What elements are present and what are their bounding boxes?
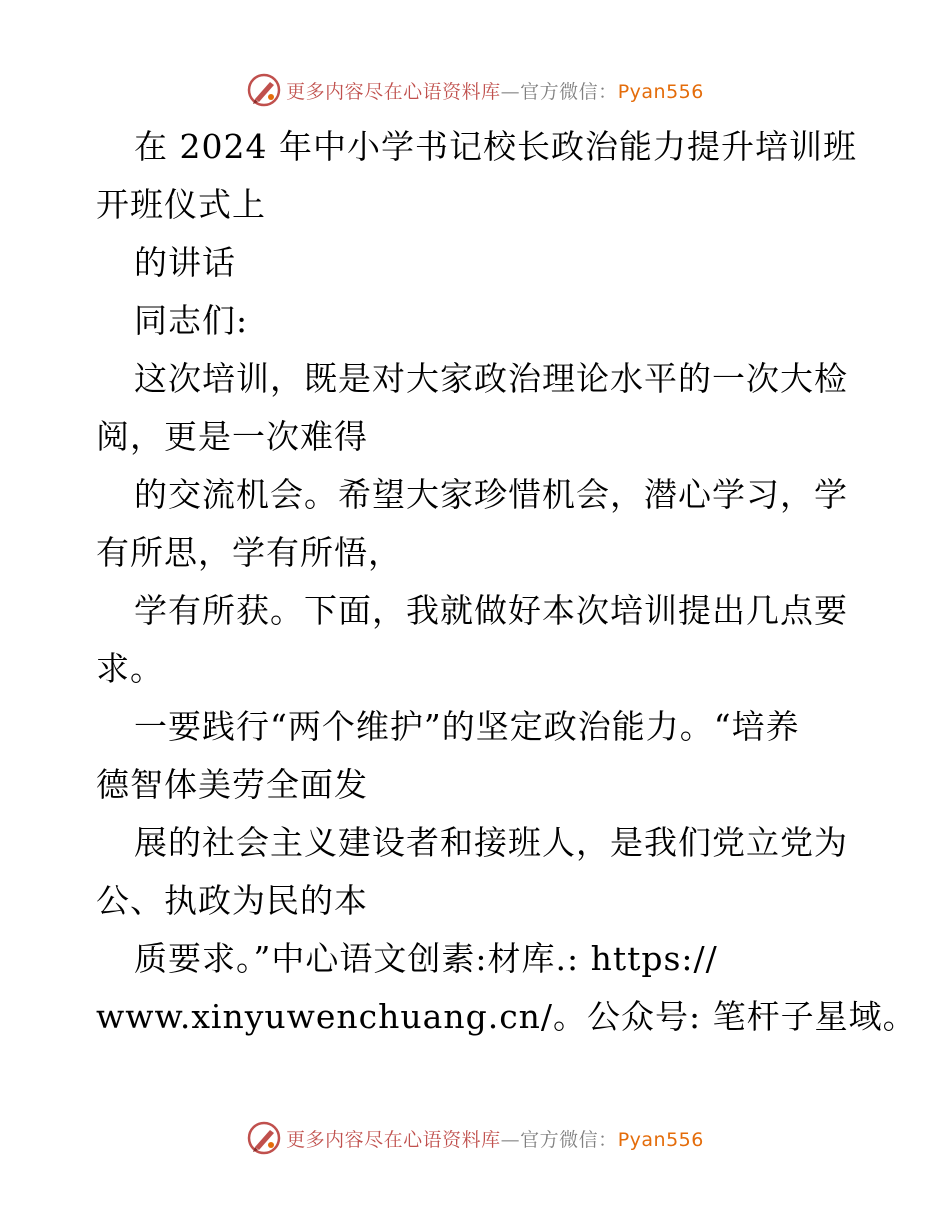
title-line-1: 在 2024 年中小学书记校长政治能力提升培训班: [134, 127, 857, 166]
salutation: 同志们:: [134, 301, 249, 340]
paragraph-line: 有所思，学有所悟，: [96, 533, 402, 572]
title-line-3: 的讲话: [134, 243, 236, 282]
paragraph-line: 的交流机会。希望大家珍惜机会，潜心学习，学: [134, 475, 848, 514]
header-banner: [0, 70, 950, 110]
paragraph-line: 这次培训，既是对大家政治理论水平的一次大检: [134, 359, 848, 398]
footer-banner-text: [286, 1125, 704, 1152]
header-banner-text: [286, 77, 704, 104]
header-separator: —: [500, 80, 521, 103]
header-wechat-label: 官方微信：: [520, 80, 618, 103]
footer-wechat-id: Pyan556: [617, 1128, 704, 1151]
pen-logo-icon: [246, 72, 282, 108]
footer-wechat-label: 官方微信：: [520, 1128, 618, 1151]
paragraph-line: 一要践行“两个维护”的坚定政治能力。“培养: [134, 707, 800, 746]
title-line-2: 开班仪式上: [96, 185, 266, 224]
header-wechat-id: Pyan556: [617, 80, 704, 103]
paragraph-line: 学有所获。下面，我就做好本次培训提出几点要: [134, 591, 848, 630]
paragraph-line: 公、执政为民的本: [96, 881, 368, 920]
pen-logo-icon: [246, 1120, 282, 1156]
footer-separator: —: [500, 1128, 521, 1151]
paragraph-line: 求。: [96, 649, 164, 688]
paragraph-line: 质要求。”中心语文创素:材库.: https://: [134, 939, 718, 978]
footer-banner: [0, 1118, 950, 1158]
document-body: [96, 118, 917, 1046]
footer-brand-text: 更多内容尽在心语资料库: [286, 1128, 501, 1151]
paragraph-line: www.xinyuwenchuang.cn/。公众号: 笔杆子星域。: [96, 997, 917, 1036]
paragraph-line: 阅，更是一次难得: [96, 417, 368, 456]
header-brand-text: 更多内容尽在心语资料库: [286, 80, 501, 103]
paragraph-line: 德智体美劳全面发: [96, 765, 368, 804]
paragraph-line: 展的社会主义建设者和接班人，是我们党立党为: [134, 823, 848, 862]
